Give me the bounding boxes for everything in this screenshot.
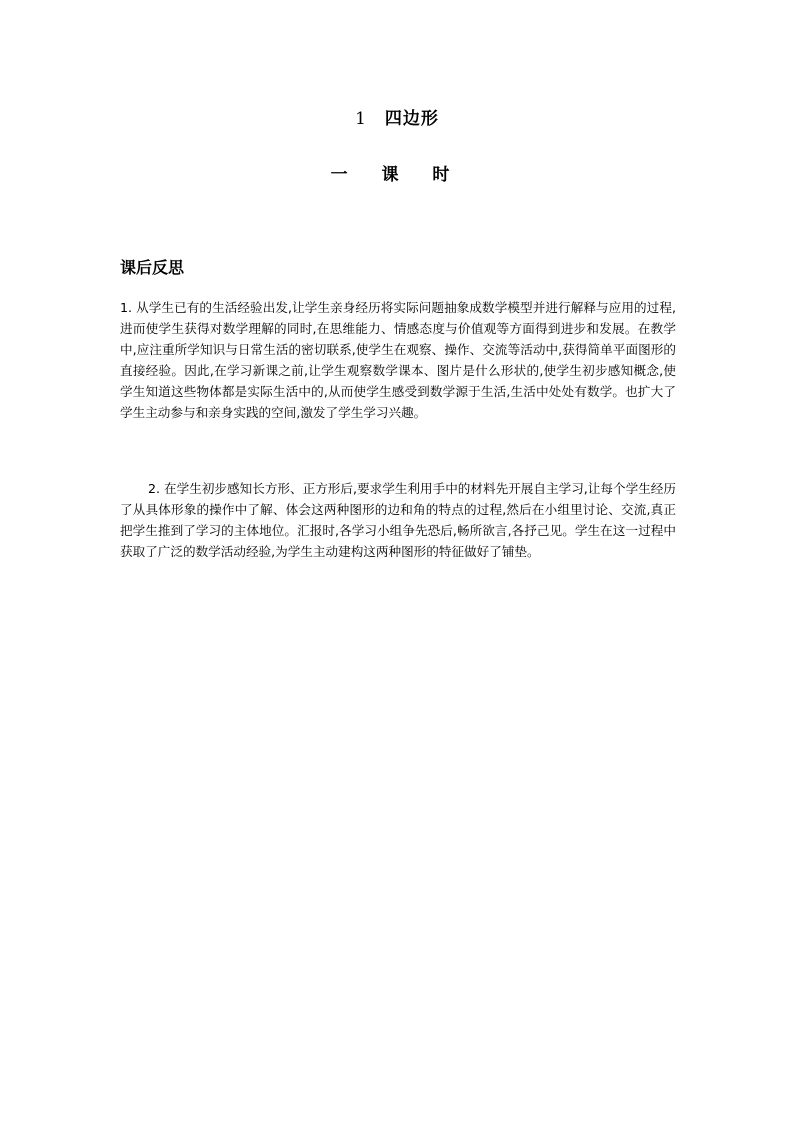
lesson-title-text: 四边形 (384, 109, 439, 129)
paragraph-1: 1. 从学生已有的生活经验出发,让学生亲身经历将实际问题抽象成数学模型并进行解释与应用的过程,进而使学生获得对数学理解的同时,在思维能力、情感态度与价值观等方面得到进步和发展。在教学中,应注重所学知识与日常生活的密切联系,使学生在观察、操作、交流等活动中,获得简单平面图形的直接经验。因此,在学习新课之前,让学生观察数学课本、图片是什么形状的,使学生初步感知概念,使学生知道这些物体都是实际生活中的,从而使学生感受到数学源于生活,生活中处处有数学。也扩大了学生主动参与和亲身实践的空间,激发了学生学习兴趣。 (120, 300, 676, 420)
section-title: 一 课 时 (330, 165, 464, 185)
lesson-number: 1 (355, 109, 367, 129)
paragraph-2: 2. 在学生初步感知长方形、正方形后,要求学生利用手中的材料先开展自主学习,让每个学生经历了从具体形象的操作中了解、体会这两种图形的边和角的特点的过程,然后在小组里讨论、交流,真正把学生推到了学习的主体地位。汇报时,各学习小组争先恐后,畅所欲言,各抒己见。学生在这一过程中获取了广泛的数学活动经验,为学生主动建构这两种图形的特征做好了铺垫。 (120, 481, 676, 559)
reflection-heading: 课后反思 (120, 258, 185, 277)
lesson-title (0, 104, 794, 129)
